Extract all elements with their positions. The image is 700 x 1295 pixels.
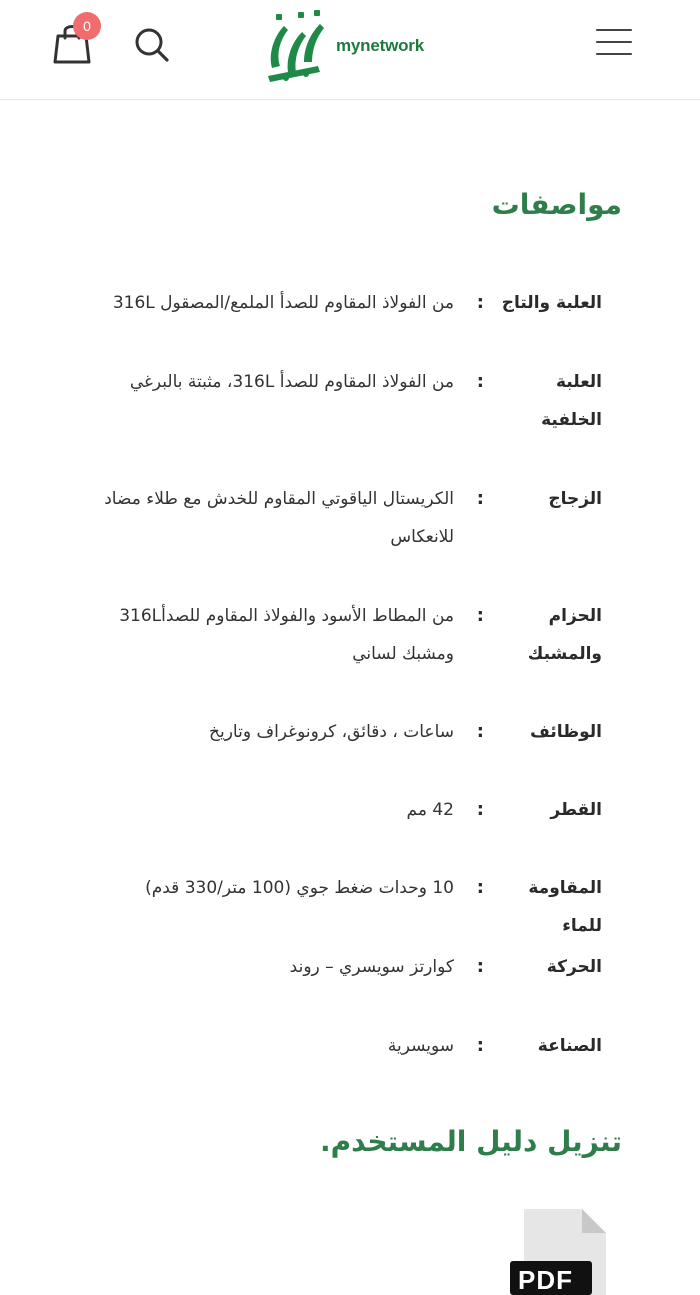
spec-label: العلبة والتاج xyxy=(501,293,602,313)
spec-value: من الفولاذ المقاوم للصدأ الملمع/المصقول 316L xyxy=(112,293,454,313)
menu-button[interactable] xyxy=(596,27,632,57)
spec-label: الوظائف xyxy=(530,722,602,742)
spec-value: 42 مم xyxy=(406,800,454,820)
spec-label: العلبة الخلفية xyxy=(541,372,602,430)
spec-colon: : xyxy=(476,1035,484,1056)
site-header xyxy=(0,0,700,100)
spec-value: ساعات ، دقائق، كرونوغراف وتاريخ xyxy=(209,722,454,742)
spec-label: القطر xyxy=(550,800,602,820)
spec-colon: : xyxy=(476,371,484,392)
spec-label: الصناعة xyxy=(537,1036,602,1056)
cart-button[interactable] xyxy=(50,10,106,70)
site-logo[interactable] xyxy=(258,6,448,86)
spec-colon: : xyxy=(476,488,484,509)
hamburger-icon xyxy=(596,29,632,31)
spec-value: الكريستال الياقوتي المقاوم للخدش مع طلاء مضاد للانعكاس xyxy=(104,489,454,547)
manual-download-title[interactable]: تنزيل دليل المستخدم. xyxy=(320,1125,622,1158)
spec-value: من المطاط الأسود والفولاذ المقاوم للصدأ316L ومشبك لساني xyxy=(119,606,454,664)
spec-colon: : xyxy=(476,799,484,820)
spec-colon: : xyxy=(476,877,484,898)
cart-count-badge: 0 xyxy=(73,12,101,40)
spec-colon: : xyxy=(476,292,484,313)
spec-colon: : xyxy=(476,956,484,977)
pdf-badge-label: PDF xyxy=(518,1265,573,1295)
spec-value: 10 وحدات ضغط جوي (100 متر/330 قدم) xyxy=(145,878,454,898)
spec-label: الحزام والمشبك xyxy=(527,606,602,664)
spec-value: كوارتز سويسري – روند xyxy=(289,957,454,977)
logo-text: mynetwork xyxy=(336,36,424,55)
logo-mark-icon xyxy=(258,6,332,84)
search-button[interactable] xyxy=(130,24,172,66)
spec-value: سويسرية xyxy=(387,1036,454,1056)
search-icon xyxy=(130,24,172,66)
spec-label: المقاومة للماء xyxy=(528,878,602,936)
spec-colon: : xyxy=(476,605,484,626)
spec-label: الحركة xyxy=(546,957,602,977)
spec-colon: : xyxy=(476,721,484,742)
spec-value: من الفولاذ المقاوم للصدأ 316L، مثبتة بالبرغي xyxy=(129,372,454,392)
specs-title: مواصفات xyxy=(491,188,622,221)
pdf-download-button[interactable] xyxy=(506,1205,610,1295)
spec-label: الزجاج xyxy=(548,489,602,509)
